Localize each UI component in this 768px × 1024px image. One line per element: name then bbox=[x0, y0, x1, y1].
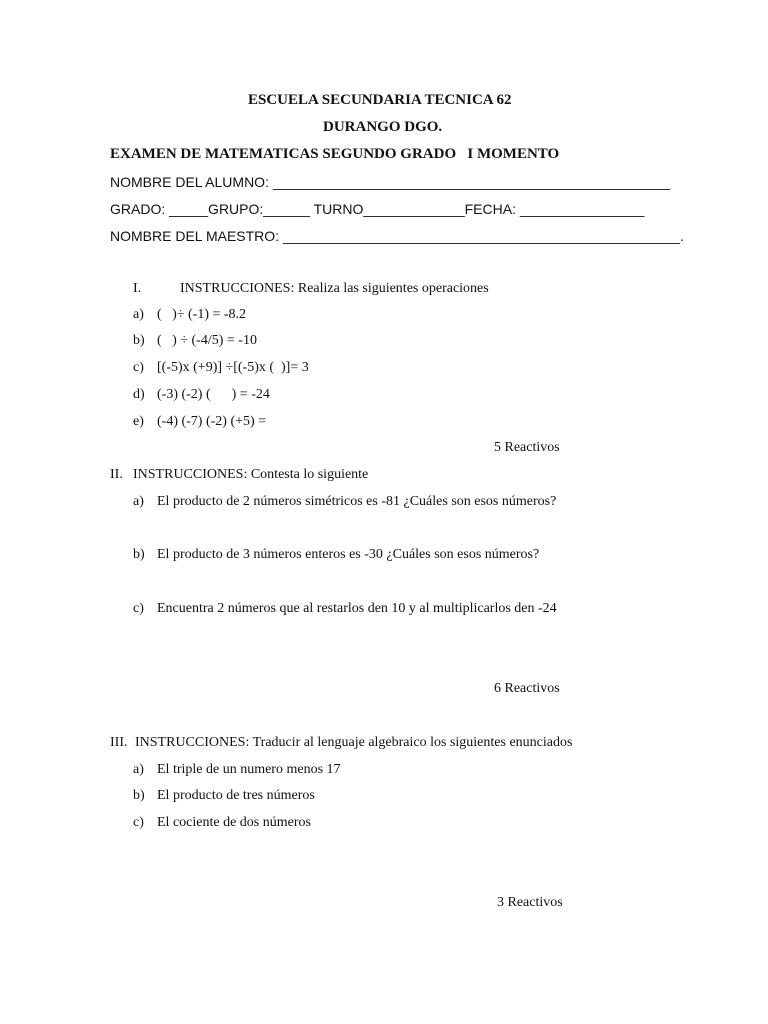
list-item-label: b) bbox=[133, 788, 145, 803]
list-item: El producto de 3 números enteros es -30 ¿Cuáles son esos números? bbox=[157, 547, 540, 562]
list-item-label: c) bbox=[133, 815, 144, 830]
grade-group-shift-date-field: GRADO: _____GRUPO:______ TURNO_____________FECHA: ________________ bbox=[110, 201, 645, 217]
school-title: ESCUELA SECUNDARIA TECNICA 62 bbox=[248, 92, 512, 108]
list-item-label: c) bbox=[133, 360, 144, 375]
list-item: (-3) (-2) ( ) = -24 bbox=[157, 387, 270, 402]
teacher-name-field: NOMBRE DEL MAESTRO: ___________________________________________________. bbox=[110, 228, 684, 244]
list-item-label: c) bbox=[133, 601, 144, 616]
section-2-numeral: II. bbox=[110, 467, 123, 482]
list-item: ( )÷ (-1) = -8.2 bbox=[157, 307, 247, 322]
section-2-instructions: INSTRUCCIONES: Contesta lo siguiente bbox=[133, 467, 369, 482]
list-item-label: e) bbox=[133, 414, 144, 429]
section-1-instructions: INSTRUCCIONES: Realiza las siguientes operaciones bbox=[180, 281, 489, 296]
list-item: (-4) (-7) (-2) (+5) = bbox=[157, 414, 267, 429]
section-2-count: 6 Reactivos bbox=[494, 681, 560, 696]
exam-title: EXAMEN DE MATEMATICAS SEGUNDO GRADO I MOMENTO bbox=[110, 146, 560, 162]
list-item-label: b) bbox=[133, 333, 145, 348]
list-item: [(-5)x (+9)] ÷[(-5)x ( )]= 3 bbox=[157, 360, 309, 375]
section-3-instructions: INSTRUCCIONES: Traducir al lenguaje algebraico los siguientes enunciados bbox=[135, 735, 573, 750]
city-title: DURANGO DGO. bbox=[323, 119, 443, 135]
section-1-count: 5 Reactivos bbox=[494, 440, 560, 455]
list-item-label: d) bbox=[133, 387, 145, 402]
list-item-label: b) bbox=[133, 547, 145, 562]
list-item-label: a) bbox=[133, 494, 144, 509]
list-item: El producto de tres números bbox=[157, 788, 315, 803]
list-item: Encuentra 2 números que al restarlos den 10 y al multiplicarlos den -24 bbox=[157, 601, 557, 616]
list-item: El cociente de dos números bbox=[157, 815, 311, 830]
list-item-label: a) bbox=[133, 762, 144, 777]
section-3-count: 3 Reactivos bbox=[497, 895, 563, 910]
list-item: El producto de 2 números simétricos es -81 ¿Cuáles son esos números? bbox=[157, 494, 557, 509]
section-3-numeral: III. bbox=[110, 735, 128, 750]
list-item: El triple de un numero menos 17 bbox=[157, 762, 341, 777]
list-item-label: a) bbox=[133, 307, 144, 322]
student-name-field: NOMBRE DEL ALUMNO: ___________________________________________________ bbox=[110, 174, 670, 190]
section-1-numeral: I. bbox=[133, 281, 142, 296]
list-item: ( ) ÷ (-4/5) = -10 bbox=[157, 333, 257, 348]
